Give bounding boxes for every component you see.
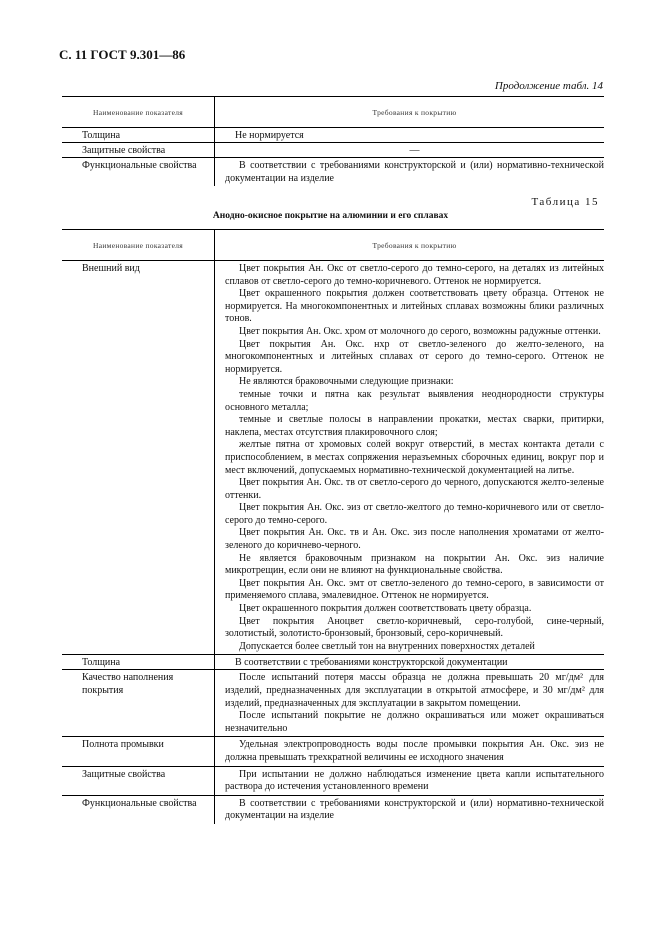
requirement-paragraph: Не является браковочным признаком на покрытии Ан. Окс. эиз наличие микротрещин, если они не влияют на функциональные свойства. bbox=[225, 552, 604, 577]
table-14-continued bbox=[62, 96, 604, 186]
requirement-paragraph: темные и светлые полосы в направлении прокатки, местах сварки, притирки, наклепа, местах отсутствия плакировочного слоя; bbox=[225, 414, 604, 438]
row-name: Защитные свойства bbox=[62, 766, 215, 795]
row-requirement bbox=[215, 670, 605, 737]
requirement-paragraph: Цвет окрашенного покрытия должен соответствовать цвету образца. bbox=[239, 603, 532, 615]
row-name: Толщина bbox=[62, 655, 215, 670]
requirement-paragraph: В соответствии с требованиями конструкторской и (или) нормативно-технической документации на изделие bbox=[225, 797, 604, 822]
requirement-paragraph: Цвет покрытия Ан. Окс от светло-серого до темно-серого, на деталях из литейных сплавов от светло-серого до темно-коричневого. Оттенок не нормируется. bbox=[225, 263, 604, 287]
requirement-paragraph: Цвет окрашенного покрытия должен соответствовать цвету образца. Оттенок не нормируется. На многокомпонентных и литейных сплавах возможны блики различных тонов. bbox=[225, 288, 604, 325]
requirement-paragraph: После испытаний покрытие не должно окрашиваться или может окрашиваться незначительно bbox=[225, 710, 604, 734]
requirement-paragraph: Цвет покрытия Аноцвет светло-коричневый, серо-голубой, сине-черный, золотистый, золотисто-бронзовый, бронзовый, серо-коричневый. bbox=[225, 615, 604, 640]
requirement-paragraph: Не являются браковочными следующие признаки: bbox=[239, 376, 454, 388]
row-name: Функциональные свойства bbox=[62, 158, 215, 187]
requirement-paragraph: При испытании не должно наблюдаться изменение цвета капли испытательного раствора до истечения установленного времени bbox=[225, 768, 604, 793]
requirement-paragraph: Цвет покрытия Ан. Окс. тв и Ан. Окс. эиз после наполнения хроматами от желто-зеленого до коричнево-черного. bbox=[225, 527, 604, 552]
row-name: Функциональные свойства bbox=[62, 795, 215, 824]
table-caption: Анодно-окисное покрытие на алюминии и его сплавах bbox=[212, 211, 449, 221]
column-header-requirement: Требования к покрытию bbox=[372, 108, 457, 117]
row-requirement: Не нормируется bbox=[235, 130, 304, 141]
table-row bbox=[62, 143, 604, 158]
row-name: Качество наполнения покрытия bbox=[62, 670, 215, 737]
column-header-name: Наименование показателя bbox=[62, 230, 215, 261]
table-continuation-note: Продолжение табл. 14 bbox=[494, 80, 603, 92]
requirement-paragraph: Цвет покрытия Ан. Окс. эмт от светло-зеленого до темно-серого, в зависимости от применяемого сплава, эмалевидное. Оттенок не нормируется. bbox=[225, 577, 604, 602]
page-header: С. 11 ГОСТ 9.301—86 bbox=[59, 47, 186, 62]
table-row bbox=[62, 261, 604, 655]
row-requirement bbox=[215, 766, 605, 795]
row-requirement: В соответствии с требованиями конструкторской документации bbox=[235, 657, 508, 669]
row-requirement: — bbox=[409, 145, 420, 156]
table-row bbox=[62, 128, 604, 143]
table-row bbox=[62, 795, 604, 824]
table-row bbox=[62, 670, 604, 737]
row-requirement bbox=[215, 737, 605, 766]
table-row bbox=[62, 158, 604, 187]
row-name: Защитные свойства bbox=[62, 143, 215, 158]
requirement-paragraph: темные точки и пятна как результат выявления неоднородности структуры основного металла; bbox=[225, 388, 604, 413]
table-number: Таблица 15 bbox=[531, 196, 599, 208]
requirement-paragraph: Цвет покрытия Ан. Окс. эиз от светло-желтого до темно-коричневого или от светло-серого до темно-серого. bbox=[225, 502, 604, 526]
table-15 bbox=[62, 229, 604, 824]
row-name: Внешний вид bbox=[62, 261, 215, 655]
requirement-paragraph: Цвет покрытия Ан. Окс. хром от молочного до серого, возможны радужные оттенки. bbox=[239, 325, 601, 337]
column-header-requirement: Требования к покрытию bbox=[372, 241, 457, 250]
row-requirement bbox=[215, 158, 605, 187]
table-header-row bbox=[62, 230, 604, 261]
table-row bbox=[62, 766, 604, 795]
column-header-name: Наименование показателя bbox=[62, 97, 215, 128]
requirement-paragraph: Удельная электропроводность воды после промывки покрытия Ан. Окс. эиз не должна превышать трехкратной величины ее исходного значения bbox=[225, 739, 604, 763]
requirement-paragraph: Цвет покрытия Ан. Окс. нхр от светло-зеленого до желто-зеленого, на многокомпонентных и литейных сплавах от серого до темно-серого. Оттенок не нормируется. bbox=[225, 338, 604, 375]
table-header-row bbox=[62, 97, 604, 128]
row-name: Толщина bbox=[62, 128, 215, 143]
row-requirement bbox=[215, 795, 605, 824]
requirement-paragraph: желтые пятна от хромовых солей вокруг отверстий, в местах контакта детали с приспособлением, в местах сопряжения неразъемных сборочных единиц, вокруг пор и мест включений, допускаемых нормативно-технической документацией на литье. bbox=[225, 439, 604, 476]
requirement-paragraph: Цвет покрытия Ан. Окс. тв от светло-серого до черного, допускаются желто-зеленые оттенки. bbox=[225, 477, 604, 501]
requirement-paragraph: Допускается более светлый тон на внутренних поверхностях деталей bbox=[239, 640, 535, 652]
table-row bbox=[62, 737, 604, 766]
table-row bbox=[62, 655, 604, 670]
requirement-text: В соответствии с требованиями конструкторской и (или) нормативно-технической документации на изделие bbox=[225, 160, 604, 184]
row-requirement bbox=[215, 261, 605, 655]
requirement-paragraph: После испытаний потеря массы образца не должна превышать 20 мг/дм² для изделий, предназначенных для эксплуатации в открытой атмосфере, и 30 мг/дм² для изделий, предназначенных для эксплуатации в закрытом помещении. bbox=[225, 672, 604, 709]
row-name: Полнота промывки bbox=[62, 737, 215, 766]
